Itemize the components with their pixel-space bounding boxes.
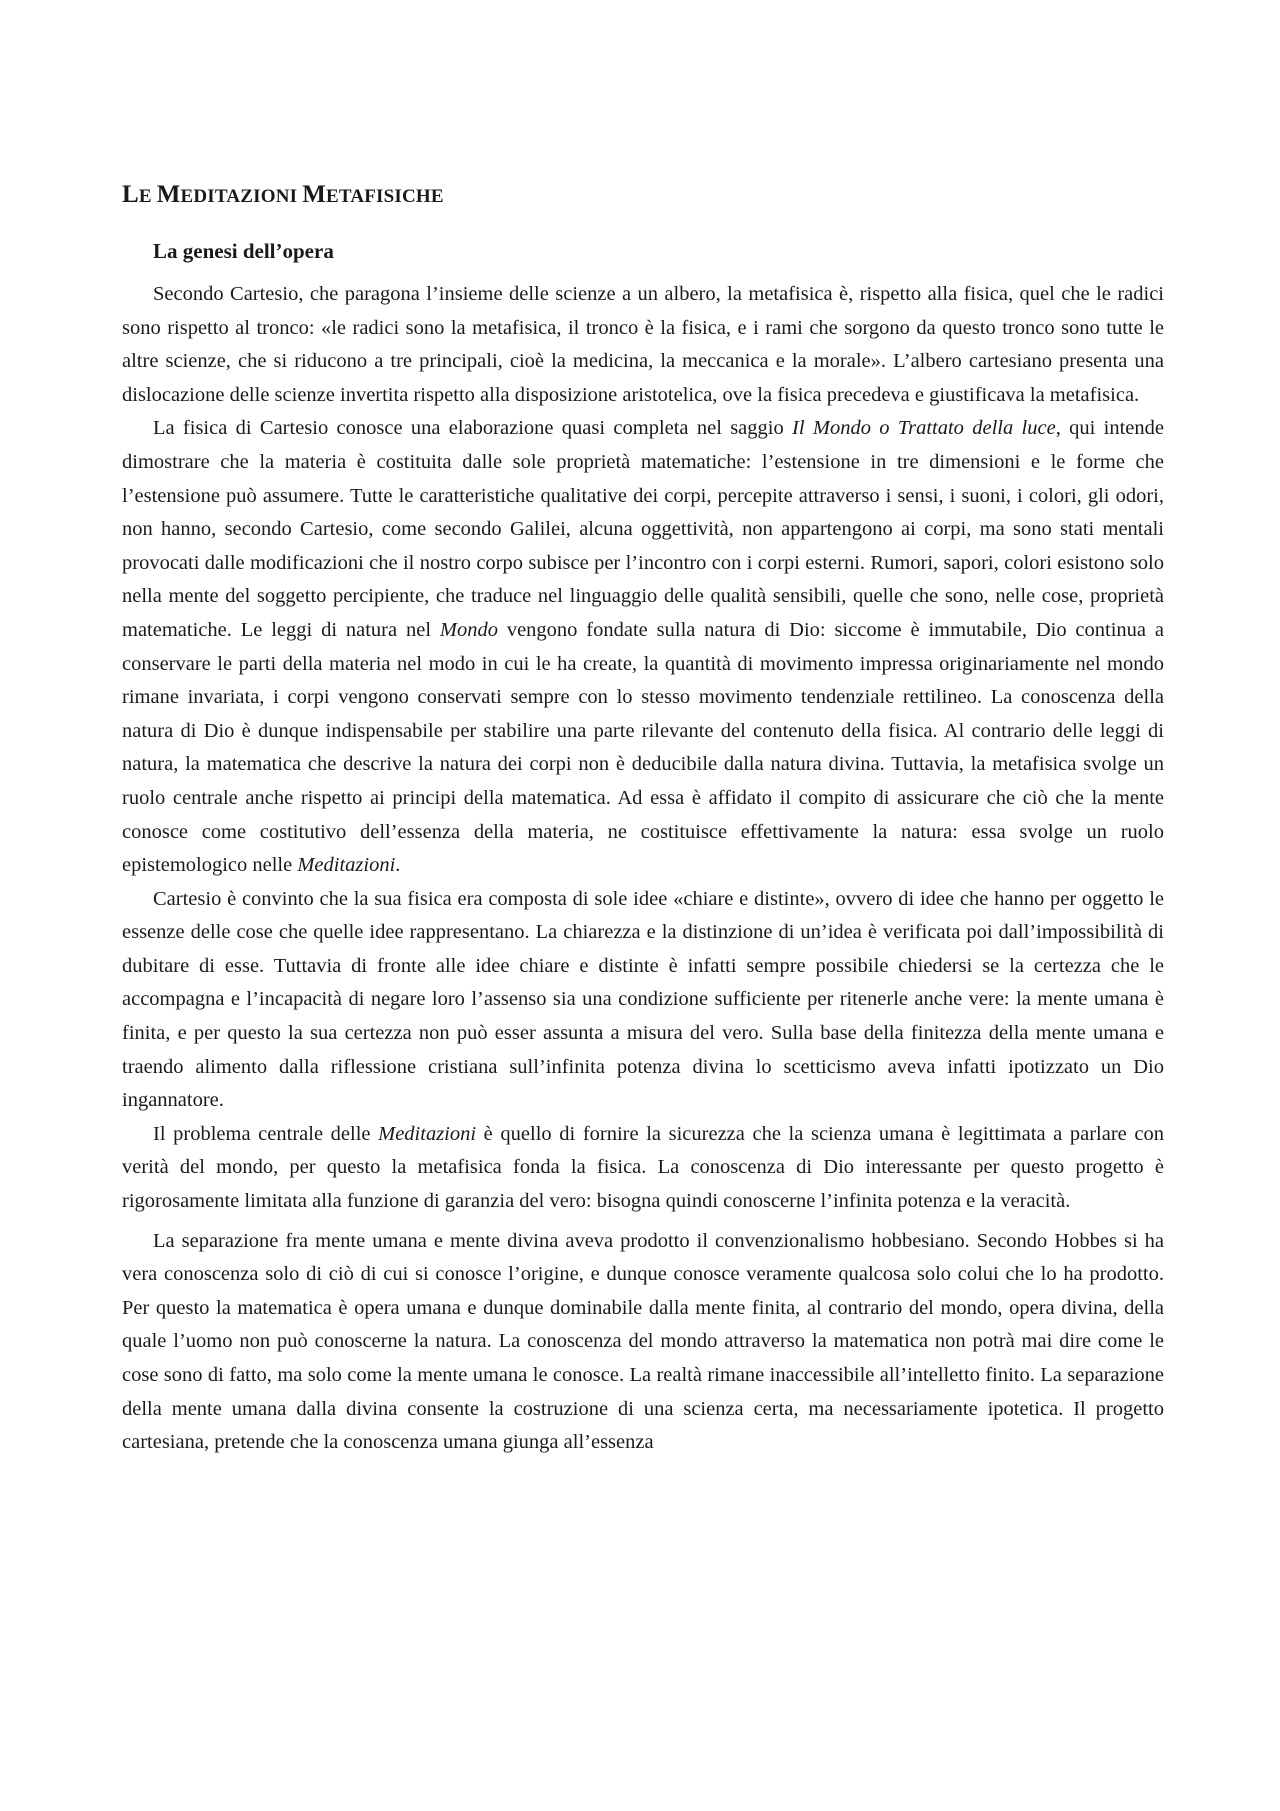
text-run: vengono fondate sulla natura di Dio: siccome è immutabile, Dio continua a conservare le parti della materia nel modo in cui le ha create, la quantità di movimento impressa originariamente nel mondo rimane invariata, i corpi vengono conservati sempre con lo stesso movimento tendenziale rettilineo. La conoscenza della natura di Dio è dunque indispensabile per stabilire una parte rilevante del contenuto della fisica. Al contrario delle leggi di natura, la matematica che descrive la natura dei corpi non è deducibile dalla natura divina. Tuttavia, la metafisica svolge un ruolo centrale anche rispetto ai principi della matematica. Ad essa è affidato il compito di assicurare che ciò che la mente conosce come costitutivo dell’essenza della materia, ne costituisce effettivamente la natura: essa svolge un ruolo epistemologico nelle xyxy=(122,618,1164,877)
section-subtitle: La genesi dell’opera xyxy=(153,239,334,263)
section-title xyxy=(122,178,1164,214)
text-run: , qui intende dimostrare che la materia è costituita dalle sole proprietà matematiche: l’estensione in tre dimensioni e le forme che l’estensione può assumere. Tutte le caratteristiche qualitative dei corpi, percepite attraverso i sensi, i suoni, i colori, gli odori, non hanno, secondo Cartesio, come secondo Galilei, alcuna oggettività, non appartengono ai corpi, ma sono stati mentali provocati dalle modificazioni che il nostro corpo subisce per l’incontro con i corpi esterni. Rumori, sapori, colori esistono solo nella mente del soggetto percipiente, che traduce nel linguaggio delle qualità sensibili, quelle che sono, nelle cose, proprietà matematiche. Le leggi di natura nel xyxy=(122,417,1164,641)
paragraph xyxy=(122,412,1164,882)
title-part: L xyxy=(122,181,139,208)
text-run: è quello di fornire la sicurezza che la scienza umana è legittimata a parlare con verità del mondo, per questo la metafisica fonda la fisica. La conoscenza di Dio interessante per questo progetto è rigorosamente limitata alla funzione di garanzia del vero: bisogna quindi conoscerne l’infinita potenza e la veracità. xyxy=(122,1122,1164,1213)
italic-title: Il Mondo o Trattato della luce xyxy=(792,417,1056,440)
text-run: La fisica di Cartesio conosce una elaborazione quasi completa nel saggio xyxy=(153,417,793,440)
document-page xyxy=(122,178,1164,1460)
title-part: M xyxy=(302,181,326,208)
paragraph xyxy=(122,883,1164,1118)
document-body xyxy=(122,278,1164,1460)
text-run: Cartesio è convinto che la sua fisica era composta di sole idee «chiare e distinte», ovvero di idee che hanno per oggetto le essenze delle cose che quelle idee rappresentano. La chiarezza e la distinzione di un’idea è verificata poi dall’impossibilità di dubitare di esse. Tuttavia di fronte alle idee chiare e distinte è infatti sempre possibile chiedersi se la certezza che le accompagna e l’incapacità di negare loro l’assenso sia una condizione sufficiente per ritenerle anche vere: la mente umana è finita, e per questo la sua certezza non può esser assunta a misura del vero. Sulla base della finitezza della mente umana e traendo alimento dalla riflessione cristiana sull’infinita potenza divina lo scetticismo aveva infatti ipotizzato un Dio ingannatore. xyxy=(122,887,1164,1112)
title-part: E xyxy=(138,186,157,207)
title-part: M xyxy=(156,181,181,208)
text-run: Il problema centrale delle xyxy=(153,1122,379,1145)
italic-title: Mondo xyxy=(439,618,498,641)
paragraph xyxy=(122,1118,1164,1219)
paragraph xyxy=(122,1225,1164,1460)
title-part: ETAFISICHE xyxy=(325,186,444,207)
text-run: . xyxy=(395,854,401,877)
text-run: Secondo Cartesio, che paragona l’insieme delle scienze a un albero, la metafisica è, rispetto alla fisica, quel che le radici sono rispetto al tronco: «le radici sono la metafisica, il tronco è la fisica, e i rami che sorgono da questo tronco sono tutte le altre scienze, che si riducono a tre principali, cioè la medicina, la meccanica e la morale». L’albero cartesiano presenta una dislocazione delle scienze invertita rispetto alla disposizione aristotelica, ove la fisica precedeva e giustificava la metafisica. xyxy=(122,283,1164,406)
italic-title: Meditazioni xyxy=(297,854,396,877)
italic-title: Meditazioni xyxy=(378,1122,477,1145)
text-run: La separazione fra mente umana e mente divina aveva prodotto il convenzionalismo hobbesiano. Secondo Hobbes si ha vera conoscenza solo di ciò di cui si conosce l’origine, e dunque conosce veramente qualcosa solo colui che lo ha prodotto. Per questo la matematica è opera umana e dunque dominabile dalla mente finita, al contrario del mondo, opera divina, della quale l’uomo non può conoscerne la natura. La conoscenza del mondo attraverso la matematica non potrà mai dire come le cose sono di fatto, ma solo come la mente umana le conosce. La realtà rimane inaccessibile all’intelletto finito. La separazione della mente umana dalla divina consente la costruzione di una scienza certa, ma necessariamente ipotetica. Il progetto cartesiana, pretende che la conoscenza umana giunga all’essenza xyxy=(122,1229,1164,1454)
paragraph xyxy=(122,278,1164,412)
title-part: EDITAZIONI xyxy=(180,186,303,207)
